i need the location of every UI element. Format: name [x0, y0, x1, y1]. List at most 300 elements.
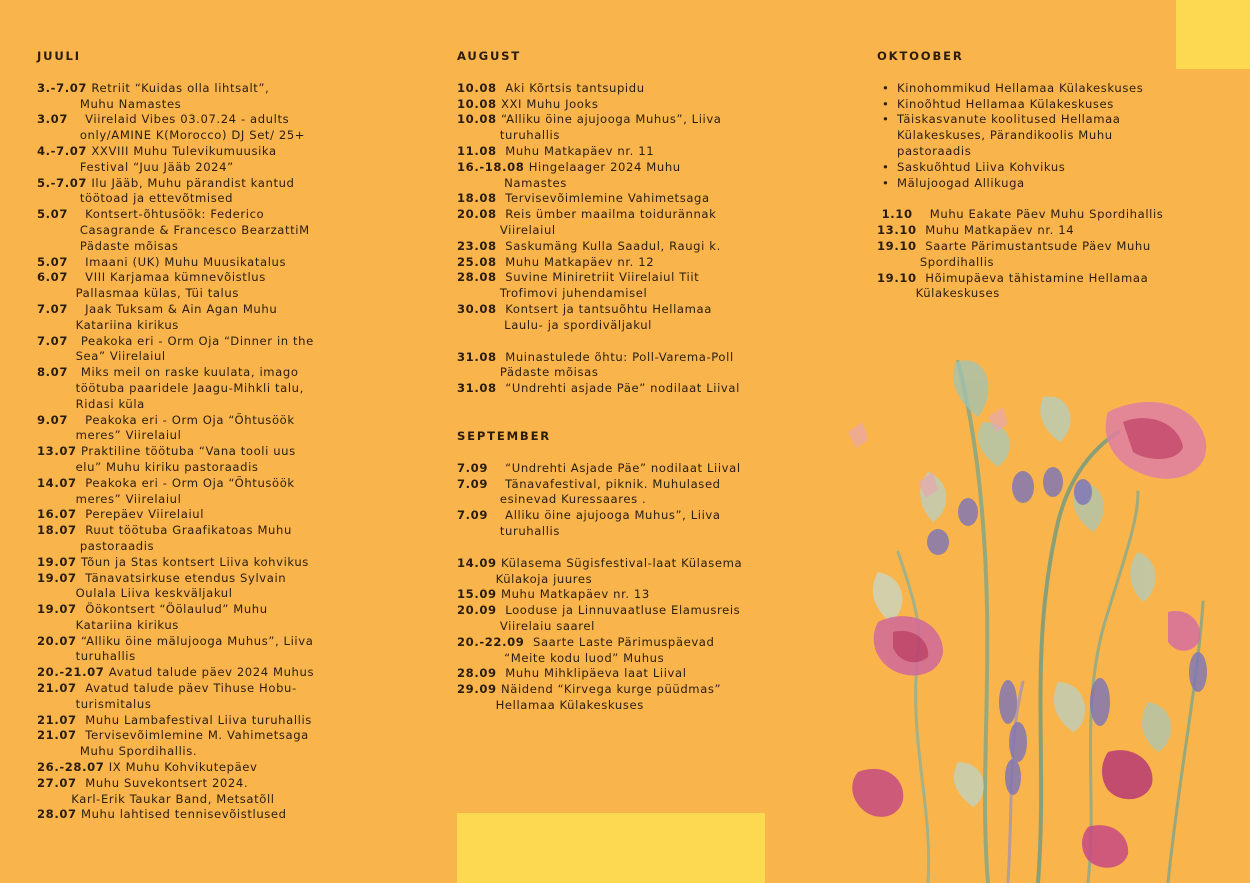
event-date: 4.-7.07 — [37, 143, 88, 158]
event-text: Peakoka eri - Orm Oja “Õhtusöök — [76, 475, 295, 490]
event-item — [877, 239, 1217, 271]
event-text: Viirelaiu saarel — [457, 618, 595, 633]
event-item — [37, 713, 437, 729]
event-date: 21.07 — [37, 712, 77, 727]
event-text: Avatud talude päev 2024 Muhus — [104, 665, 315, 680]
event-text: Karl-Erik Taukar Band, Metsatõll — [37, 791, 275, 806]
event-text: Viirelaiul — [457, 222, 556, 237]
event-item — [457, 207, 857, 239]
event-item — [37, 207, 437, 254]
event-item — [457, 81, 857, 97]
event-item — [457, 270, 857, 302]
event-line — [37, 634, 437, 650]
event-line — [37, 539, 437, 555]
event-text: Tervisevõimlemine Vahimetsaga — [496, 191, 710, 206]
event-date: 7.09 — [457, 460, 489, 475]
event-text: Muhu Namastes — [37, 96, 182, 111]
event-date: 5.07 — [37, 254, 69, 269]
event-item — [457, 603, 857, 635]
event-item — [457, 682, 857, 714]
event-line — [37, 302, 437, 318]
event-date: 18.08 — [457, 191, 497, 206]
event-item — [877, 271, 1217, 303]
event-date: 7.09 — [457, 476, 489, 491]
event-date: 7.07 — [37, 333, 69, 348]
event-line — [37, 492, 437, 508]
event-text: turuhallis — [457, 523, 561, 538]
event-text: “Undrehti asjade Päe” nodilaat Liival — [496, 381, 740, 396]
event-line — [37, 97, 437, 113]
event-text: Festival “Juu Jääb 2024” — [37, 159, 234, 174]
event-line — [457, 492, 857, 508]
event-date: 1.10 — [877, 207, 913, 222]
event-line — [457, 255, 857, 271]
event-date: 18.07 — [37, 523, 77, 538]
event-item — [37, 776, 437, 808]
event-line — [37, 286, 437, 302]
event-item — [37, 255, 437, 271]
column-august-september — [457, 49, 857, 714]
event-line — [457, 587, 857, 603]
event-text: Muhu Matkapäev nr. 14 — [916, 223, 1075, 238]
event-text: Muhu Matkapäev nr. 13 — [496, 587, 650, 602]
event-line — [37, 618, 437, 634]
event-line — [457, 524, 857, 540]
event-date: 30.08 — [457, 301, 497, 316]
event-item — [457, 461, 857, 477]
event-line — [37, 349, 437, 365]
event-line — [457, 698, 857, 714]
watercolor-flowers-illustration — [838, 322, 1213, 883]
event-item — [457, 635, 857, 667]
event-text: töötuba paaridele Jaagu-Mihkli talu, — [37, 380, 304, 395]
event-text: Pallasmaa külas, Tüi talus — [37, 286, 239, 301]
event-text: turuhallis — [457, 128, 561, 143]
event-text: Tänavatsirkuse etendus Sylvain — [76, 570, 287, 585]
recurring-event-item — [881, 97, 1217, 113]
event-date: 14.09 — [457, 555, 497, 570]
event-text: Muhu Eakate Päev Muhu Spordihallis — [912, 207, 1164, 222]
event-item — [877, 223, 1217, 239]
event-line — [37, 334, 437, 350]
event-date: 31.08 — [457, 349, 497, 364]
event-item — [37, 302, 437, 334]
event-line — [37, 555, 437, 571]
event-date: 7.07 — [37, 301, 69, 316]
event-item — [37, 665, 437, 681]
event-line — [457, 381, 857, 397]
month-heading-july: JUULI — [37, 49, 81, 63]
event-text: Muhu Matkapäev nr. 11 — [496, 143, 655, 158]
event-date: 27.07 — [37, 775, 77, 790]
event-date: 20.07 — [37, 633, 77, 648]
event-line — [37, 807, 437, 823]
event-text: Saarte Laste Pärimuspäevad — [524, 634, 715, 649]
event-text: Muhu Lambafestival Liiva turuhallis — [76, 712, 312, 727]
event-line — [37, 191, 437, 207]
event-line — [37, 713, 437, 729]
event-date: 16.07 — [37, 507, 77, 522]
event-date: 29.09 — [457, 682, 497, 697]
event-text: Külakeskuses — [877, 286, 1000, 301]
event-text: “Alliku öine mälujooga Muhus”, Liiva — [76, 633, 314, 648]
event-line — [457, 556, 857, 572]
event-text: Öökontsert “Öölaulud” Muhu — [76, 602, 268, 617]
event-line — [37, 365, 437, 381]
event-line — [37, 744, 437, 760]
event-item — [37, 476, 437, 508]
event-line — [457, 365, 857, 381]
event-text: Muhu Mihklipäeva laat Liival — [496, 666, 687, 681]
event-item — [37, 81, 437, 113]
recurring-event-item — [881, 81, 1217, 97]
event-text: pastoraadis — [37, 538, 155, 553]
event-date: 13.10 — [877, 223, 917, 238]
event-date: 19.07 — [37, 570, 77, 585]
event-date: 6.07 — [37, 270, 69, 285]
event-line — [37, 112, 437, 128]
event-date: 19.07 — [37, 554, 77, 569]
event-line — [37, 413, 437, 429]
event-date: 20.-21.07 — [37, 665, 105, 680]
event-item — [457, 477, 857, 509]
event-text: Aki Kõrtsis tantsupidu — [496, 80, 645, 95]
event-line — [457, 318, 857, 334]
event-text: Katariina kirikus — [37, 317, 179, 332]
event-item — [37, 571, 437, 603]
event-line — [457, 128, 857, 144]
event-line — [457, 112, 857, 128]
event-line — [37, 665, 437, 681]
event-list-july — [37, 81, 437, 823]
event-text: Peakoka eri - Orm Oja “Dinner in the — [68, 333, 314, 348]
event-text: IX Muhu Kohvikutepäev — [104, 760, 258, 775]
event-line — [457, 666, 857, 682]
event-line — [37, 176, 437, 192]
event-line — [877, 271, 1217, 287]
event-item — [37, 112, 437, 144]
recurring-event-line: • Kinohommikud Hellamaa Külakeskuses — [897, 80, 1144, 95]
event-date: 10.08 — [457, 96, 497, 111]
event-line — [37, 81, 437, 97]
event-item — [37, 807, 437, 823]
month-heading-september: SEPTEMBER — [457, 428, 552, 443]
event-line — [37, 270, 437, 286]
event-line — [457, 477, 857, 493]
event-line — [457, 508, 857, 524]
event-text: esinevad Kuressaares . — [457, 492, 647, 507]
event-item — [457, 255, 857, 271]
event-line — [37, 602, 437, 618]
event-text: Pädaste mõisas — [457, 365, 599, 380]
event-text: XXVIII Muhu Tulevikumuusika — [87, 143, 277, 158]
event-date: 10.08 — [457, 112, 497, 127]
event-item — [37, 144, 437, 176]
event-text: Katariina kirikus — [37, 617, 179, 632]
event-text: VIII Karjamaa kümnevõistlus — [68, 270, 266, 285]
event-date: 7.09 — [457, 508, 489, 523]
event-line — [37, 507, 437, 523]
event-line — [457, 350, 857, 366]
event-date: 23.08 — [457, 238, 497, 253]
event-line — [877, 207, 1217, 223]
event-date: 19.10 — [877, 238, 917, 253]
event-date: 3.-7.07 — [37, 80, 88, 95]
event-line — [457, 682, 857, 698]
event-date: 21.07 — [37, 728, 77, 743]
event-text: Alliku öine ajujooga Muhus”, Liiva — [488, 508, 721, 523]
event-item — [457, 112, 857, 144]
event-text: meres” Viirelaiul — [37, 428, 182, 443]
event-text: Pädaste mõisas — [37, 238, 179, 253]
event-text: Saarte Pärimustantsude Päev Muhu — [916, 238, 1151, 253]
event-line — [37, 128, 437, 144]
event-text: Tervisevõimlemine M. Vahimetsaga — [76, 728, 309, 743]
event-line — [457, 270, 857, 286]
event-item — [37, 413, 437, 445]
event-text: Peakoka eri - Orm Oja “Õhtusöök — [68, 412, 295, 427]
event-date: 10.08 — [457, 80, 497, 95]
event-date: 21.07 — [37, 681, 77, 696]
event-text: only/AMINE K(Morocco) DJ Set/ 25+ — [37, 128, 306, 143]
event-text: Muhu Spordihallis. — [37, 744, 198, 759]
event-text: XXI Muhu Jooks — [496, 96, 599, 111]
event-text: Muhu Matkapäev nr. 12 — [496, 254, 655, 269]
event-text: Reis ümber maailma toidurännak — [496, 207, 717, 222]
event-line — [37, 255, 437, 271]
event-item — [37, 334, 437, 366]
event-date: 28.07 — [37, 807, 77, 822]
event-line — [457, 207, 857, 223]
event-line — [457, 651, 857, 667]
event-text: elu” Muhu kiriku pastoraadis — [37, 459, 259, 474]
event-line — [457, 302, 857, 318]
event-item — [37, 523, 437, 555]
event-line — [877, 255, 1217, 271]
column-july — [37, 49, 437, 823]
event-line — [37, 792, 437, 808]
event-text: Näidend “Kirvega kurge püüdmas” — [496, 682, 722, 697]
event-text: Ridasi küla — [37, 396, 145, 411]
month-heading-october: OKTOOBER — [877, 49, 964, 63]
event-line — [37, 681, 437, 697]
event-line — [37, 428, 437, 444]
event-text: Hellamaa Külakeskuses — [457, 697, 644, 712]
event-line — [457, 144, 857, 160]
event-text: Hõimupäeva tähistamine Hellamaa — [916, 270, 1149, 285]
event-date: 5.-7.07 — [37, 175, 88, 190]
event-text: Külakoja juures — [457, 571, 593, 586]
event-line — [457, 97, 857, 113]
recurring-event-line: pastoraadis — [897, 143, 972, 158]
event-text: “Undrehti Asjade Päe” nodilaat Liival — [488, 460, 741, 475]
event-item — [457, 160, 857, 192]
event-date: 25.08 — [457, 254, 497, 269]
event-item — [457, 191, 857, 207]
event-line — [457, 603, 857, 619]
event-text: Miks meil on raske kuulata, imago — [68, 365, 299, 380]
event-item — [37, 681, 437, 713]
event-line — [37, 160, 437, 176]
event-date: 20.-22.09 — [457, 634, 525, 649]
event-text: meres” Viirelaiul — [37, 491, 182, 506]
event-text: Ilu Jääb, Muhu pärandist kantud — [87, 175, 295, 190]
event-line — [877, 239, 1217, 255]
event-line — [457, 81, 857, 97]
event-date: 9.07 — [37, 412, 69, 427]
event-line — [37, 444, 437, 460]
recurring-event-item — [881, 176, 1217, 192]
event-text: Praktiline töötuba “Vana tooli uus — [76, 444, 296, 459]
column-october — [877, 49, 1217, 302]
event-item — [37, 507, 437, 523]
event-line — [457, 619, 857, 635]
event-line — [457, 461, 857, 477]
event-item — [37, 760, 437, 776]
event-date: 8.07 — [37, 365, 69, 380]
event-line — [37, 760, 437, 776]
event-item — [457, 381, 857, 397]
event-text: Viirelaid Vibes 03.07.24 - adults — [68, 112, 290, 127]
event-text: Kontsert-õhtusöök: Federico — [68, 207, 265, 222]
event-list-august — [457, 81, 857, 397]
event-item — [457, 587, 857, 603]
event-item — [457, 144, 857, 160]
event-item — [877, 207, 1217, 223]
event-line — [37, 381, 437, 397]
event-line — [457, 635, 857, 651]
event-date: 3.07 — [37, 112, 69, 127]
recurring-event-line: Külakeskuses, Pärandikoolis Muhu — [897, 128, 1113, 143]
event-text: turismitalus — [37, 696, 152, 711]
event-text: Namastes — [457, 175, 567, 190]
event-item — [37, 728, 437, 760]
event-date: 31.08 — [457, 381, 497, 396]
event-date: 19.10 — [877, 270, 917, 285]
event-line — [37, 776, 437, 792]
recurring-event-line: • Saskuõhtud Liiva Kohvikus — [897, 159, 1066, 174]
event-item — [37, 176, 437, 208]
event-line — [457, 572, 857, 588]
event-text: Muhu lahtised tennisevõistlused — [76, 807, 287, 822]
event-text: Avatud talude päev Tihuse Hobu- — [76, 681, 297, 696]
event-line — [37, 239, 437, 255]
event-line — [457, 191, 857, 207]
event-line — [457, 239, 857, 255]
event-line — [37, 728, 437, 744]
event-text: Looduse ja Linnuvaatluse Elamusreis — [496, 603, 741, 618]
event-line — [457, 160, 857, 176]
event-line — [37, 223, 437, 239]
event-line — [37, 697, 437, 713]
event-gap — [457, 334, 857, 350]
event-text: “Alliku öine ajujooga Muhus”, Liiva — [496, 112, 722, 127]
decorative-yellow-block-bottom — [457, 813, 765, 883]
event-text: Saskumäng Kulla Saadul, Raugi k. — [496, 238, 721, 253]
event-list-october — [877, 207, 1217, 302]
event-date: 28.09 — [457, 666, 497, 681]
event-item — [37, 365, 437, 412]
event-item — [37, 555, 437, 571]
event-line — [37, 649, 437, 665]
event-item — [457, 350, 857, 382]
event-date: 14.07 — [37, 475, 77, 490]
event-text: “Meite kodu luod” Muhus — [457, 650, 665, 665]
event-text: Tänavafestival, piknik. Muhulased — [488, 476, 721, 491]
event-item — [457, 97, 857, 113]
event-line — [37, 586, 437, 602]
event-text: Trofimovi juhendamisel — [457, 286, 648, 301]
event-item — [457, 239, 857, 255]
event-date: 26.-28.07 — [37, 760, 105, 775]
event-text: Laulu- ja spordiväljakul — [457, 317, 652, 332]
event-date: 16.-18.08 — [457, 159, 525, 174]
event-line — [877, 286, 1217, 302]
event-gap — [457, 540, 857, 556]
recurring-event-line: • Kinoõhtud Hellamaa Külakeskuses — [897, 96, 1114, 111]
event-line — [37, 523, 437, 539]
recurring-event-item — [881, 112, 1217, 159]
event-text: Sea” Viirelaiul — [37, 349, 166, 364]
event-item — [37, 270, 437, 302]
event-list-september — [457, 461, 857, 714]
event-text: Retriit “Kuidas olla lihtsalt”, — [87, 80, 270, 95]
event-text: Jaak Tuksam & Ain Agan Muhu — [68, 301, 278, 316]
event-date: 19.07 — [37, 602, 77, 617]
event-line — [37, 318, 437, 334]
event-item — [457, 556, 857, 588]
event-date: 20.09 — [457, 603, 497, 618]
recurring-event-item — [881, 160, 1217, 176]
event-text: töötoad ja ettevõtmised — [37, 191, 234, 206]
recurring-event-line: • Mälujoogad Allikuga — [897, 175, 1025, 190]
event-text: Ruut töötuba Graafikatoas Muhu — [76, 523, 292, 538]
event-line — [37, 460, 437, 476]
event-text: Imaani (UK) Muhu Muusikatalus — [68, 254, 287, 269]
event-date: 11.08 — [457, 143, 497, 158]
event-date: 28.08 — [457, 270, 497, 285]
event-line — [457, 176, 857, 192]
event-text: Külasema Sügisfestival-laat Külasema — [496, 555, 743, 570]
event-item — [457, 302, 857, 334]
event-text: Perepäev Viirelaiul — [76, 507, 205, 522]
event-item — [457, 508, 857, 540]
event-item — [37, 602, 437, 634]
event-line — [37, 476, 437, 492]
event-line — [457, 286, 857, 302]
event-line — [877, 223, 1217, 239]
event-line — [37, 207, 437, 223]
event-line — [37, 144, 437, 160]
event-text: Kontsert ja tantsuõhtu Hellamaa — [496, 301, 712, 316]
event-text: Spordihallis — [877, 254, 995, 269]
month-heading-august: AUGUST — [457, 49, 522, 63]
event-line — [457, 223, 857, 239]
event-date: 20.08 — [457, 207, 497, 222]
event-date: 13.07 — [37, 444, 77, 459]
event-line — [37, 397, 437, 413]
event-item — [37, 634, 437, 666]
event-text: Hingelaager 2024 Muhu — [524, 159, 681, 174]
event-item — [457, 666, 857, 682]
event-line — [37, 571, 437, 587]
event-text: Muinastulede õhtu: Poll-Varema-Poll — [496, 349, 734, 364]
event-text: Muhu Suvekontsert 2024. — [76, 775, 249, 790]
recurring-events-list — [877, 81, 1217, 192]
recurring-event-line: • Täiskasvanute koolitused Hellamaa — [897, 112, 1121, 127]
event-text: Suvine Miniretriit Viirelaiul Tiit — [496, 270, 700, 285]
event-date: 15.09 — [457, 587, 497, 602]
